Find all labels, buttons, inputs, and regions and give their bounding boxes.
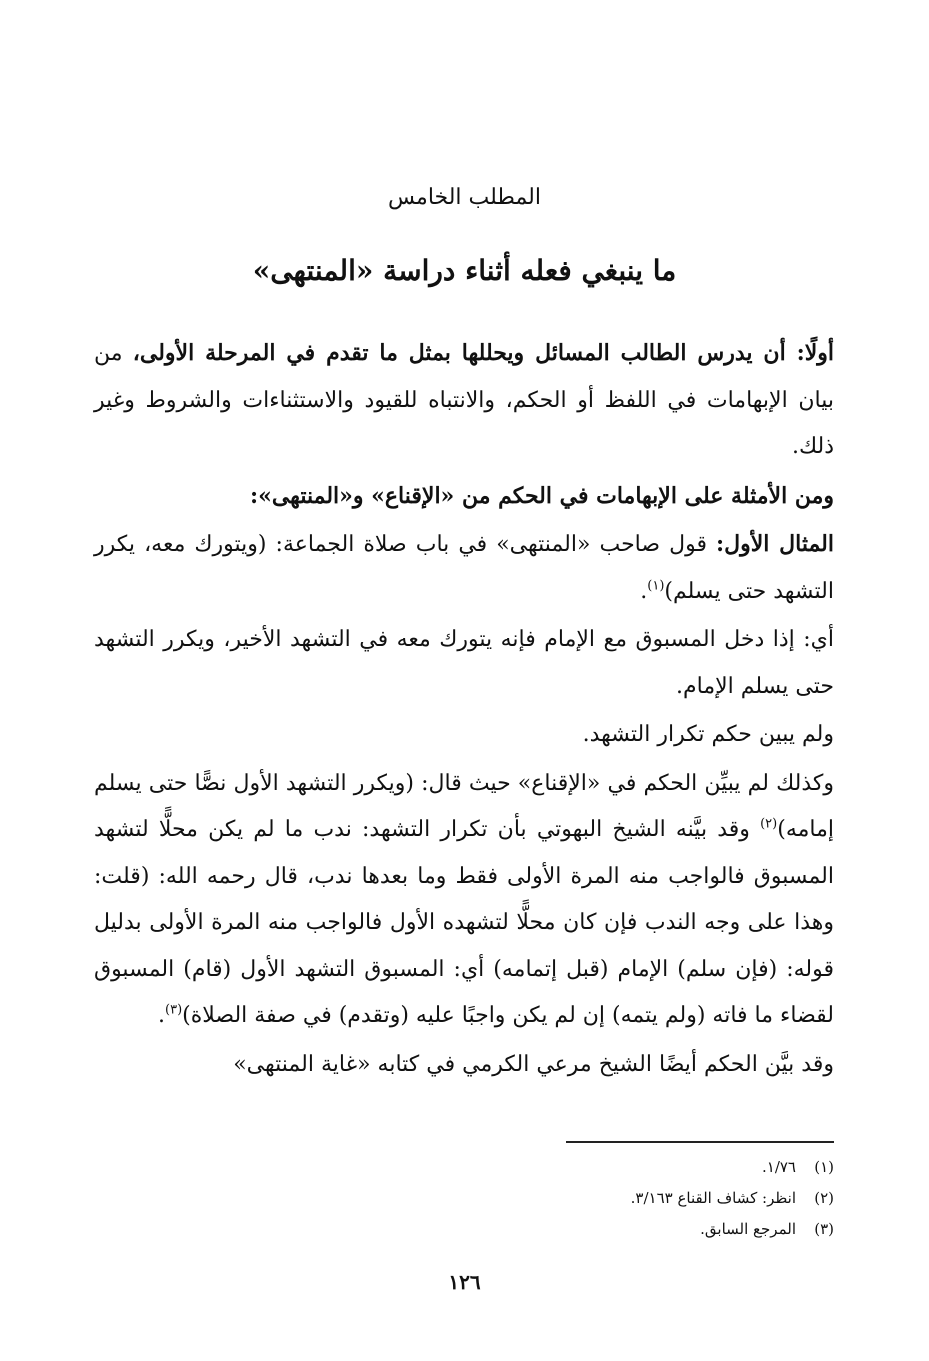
- paragraph-5: ولم يبين حكم تكرار التشهد.: [582, 722, 834, 747]
- paragraph-1-rest: من بيان الإبهامات في اللفظ أو الحكم، والانتباه للقيود والاستثناءات والشروط وغير ذلك.: [94, 341, 834, 459]
- paragraph-2: ومن الأمثلة على الإبهامات في الحكم من «الإقناع» و«المنتهى»:: [249, 482, 834, 509]
- footnote-number: (٣): [814, 1220, 834, 1238]
- footnote-number: (١): [814, 1158, 834, 1176]
- paragraph-6-end: .: [158, 1003, 165, 1028]
- paragraph-4: أي: إذا دخل المسبوق مع الإمام فإنه يتورك معه في التشهد الأخير، ويكرر التشهد حتى يسلم الإمام.: [94, 627, 834, 699]
- paragraph-6-part2: وقد بيَّنه الشيخ البهوتي بأن تكرار التشهد: ندب ما لم يكن محلًّا لتشهد المسبوق فالواجب منه المرة الأولى فقط وما بعدها ندب، قال رحمه الله: (قلت: وهذا على وجه الندب فإن كان محلًّا لتشهده الأول فالواجب منه المرة الأولى بدليل قوله: (فإن سلم) الإمام (قبل إتمامه) أي: المسبوق التشهد الأول (قام) المسبوق لقضاء ما فاته (ولم يتمه) إن لم يكن واجبًا عليه (وتقدم) في صفة الصلاة): [94, 817, 834, 1028]
- footnote-text: المرجع السابق.: [700, 1220, 796, 1238]
- section-title: ما ينبغي فعله أثناء دراسة «المنتهى»: [252, 254, 677, 287]
- body-text: [94, 330, 834, 1090]
- footnote-item: [94, 1183, 834, 1214]
- footnote-text: انظر: كشاف القناع ٣/١٦٣.: [630, 1189, 796, 1207]
- footnote-divider: [566, 1141, 834, 1143]
- paragraph-7: وقد بيَّن الحكم أيضًا الشيخ مرعي الكرمي في كتابه «غاية المنتهى»: [233, 1051, 834, 1077]
- footnote-item: [94, 1214, 834, 1245]
- paragraph-1: [94, 330, 834, 471]
- footnote-ref-3: (٣): [165, 1002, 183, 1018]
- footnote-ref-1: (١): [647, 578, 665, 594]
- footnote-text: ١/٧٦.: [761, 1158, 796, 1176]
- footnote-number: (٢): [814, 1189, 834, 1207]
- footnote-item: [94, 1152, 834, 1183]
- paragraph-3-rest: قول صاحب «المنتهى» في باب صلاة الجماعة: (ويتورك معه، يكرر التشهد حتى يسلم): [94, 532, 834, 604]
- paragraph-3-lead: المثال الأول:: [716, 531, 834, 557]
- paragraph-1-lead: أولًا: أن يدرس الطالب المسائل ويحللها بمثل ما تقدم في المرحلة الأولى،: [132, 340, 834, 366]
- paragraph-3-end: .: [640, 578, 648, 604]
- paragraph-3: [94, 521, 834, 615]
- page-number: ١٢٦: [448, 1270, 481, 1294]
- footnote-ref-2: (٢): [760, 816, 778, 832]
- paragraph-6: [94, 761, 834, 1040]
- footnotes: [94, 1152, 834, 1245]
- section-heading: المطلب الخامس: [387, 185, 541, 210]
- paragraph-6-part1: وكذلك لم يبيِّن الحكم في «الإقناع» حيث قال: (ويكرر التشهد الأول نصًّا حتى يسلم إمامه): [94, 770, 834, 842]
